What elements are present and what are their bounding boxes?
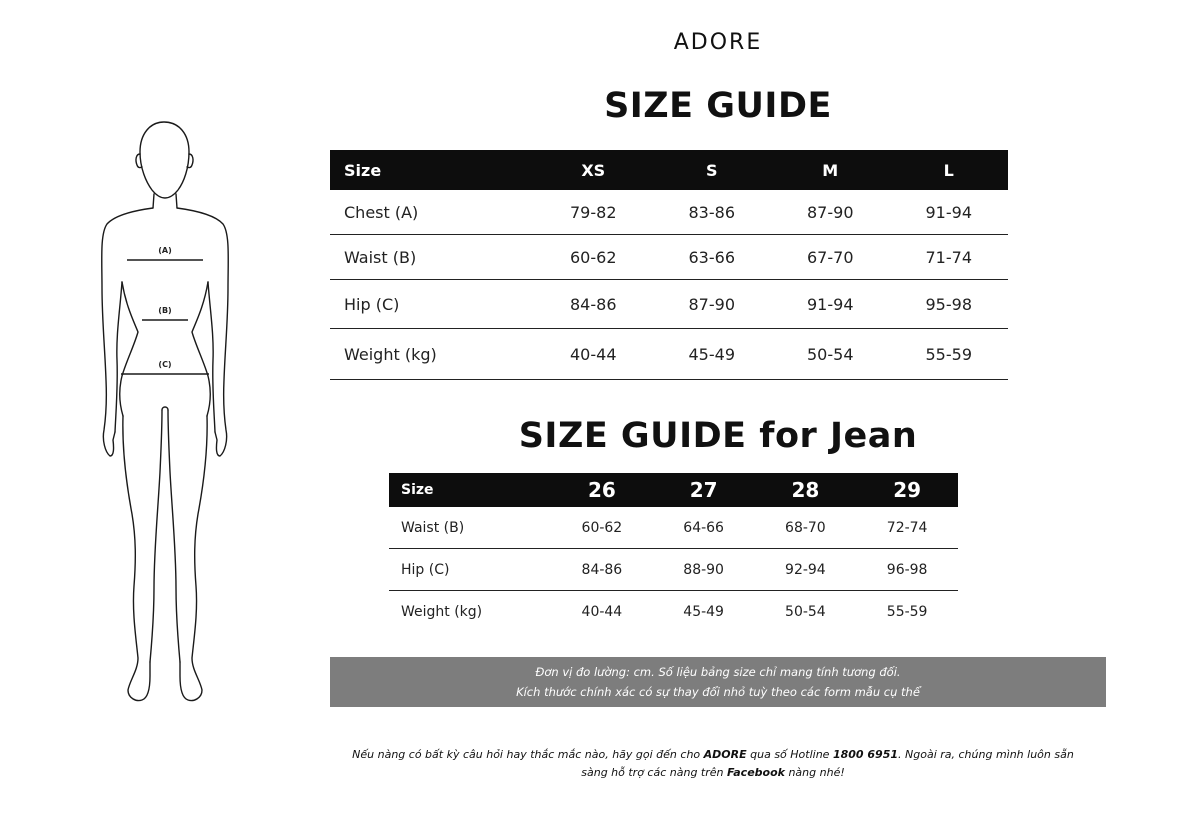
table-cell: 88-90 [653, 549, 755, 591]
size-guide-table [330, 150, 1008, 380]
row-label: Waist (B) [389, 507, 551, 549]
table-row [389, 507, 958, 549]
table-row [330, 190, 1008, 235]
contact-footer [340, 746, 1086, 782]
measurement-note-box [330, 657, 1106, 707]
row-label: Hip (C) [389, 549, 551, 591]
table-cell: 87-90 [771, 190, 890, 235]
column-header: Size [389, 473, 551, 507]
table-cell: 55-59 [886, 603, 928, 620]
column-header: 28 [755, 473, 857, 507]
table-cell: 91-94 [890, 190, 1009, 235]
table-cell: 72-74 [856, 507, 958, 549]
figure-label-b: (B) [158, 306, 172, 315]
table-cell: 45-49 [653, 329, 772, 380]
table-cell: 40-44 [581, 603, 623, 620]
row-label: Waist (B) [330, 235, 534, 280]
figure-label-a: (A) [158, 246, 172, 255]
brand-logo: ADORE [673, 30, 763, 55]
table-cell: 79-82 [534, 190, 653, 235]
table-row [330, 280, 1008, 329]
table-cell: 91-94 [771, 280, 890, 329]
footer-text-3: . Ngoài ra, chúng mình luôn sẵn sàng hỗ trợ các nàng trên [581, 748, 1074, 779]
table-cell: 84-86 [551, 549, 653, 591]
table-cell: 92-94 [755, 549, 857, 591]
table-row [389, 591, 958, 633]
female-silhouette-icon [90, 110, 250, 720]
table-cell: 84-86 [534, 280, 653, 329]
hotline-number[interactable]: 1800 6951 [832, 748, 899, 761]
table-row [330, 329, 1008, 380]
body-measurement-figure [90, 110, 250, 720]
jean-size-guide-title: SIZE GUIDE for Jean [518, 416, 918, 456]
table-cell: 40-44 [534, 329, 653, 380]
table-cell: 68-70 [755, 507, 857, 549]
column-header: L [890, 150, 1009, 190]
jean-size-guide-table [389, 473, 958, 632]
table-header-row [330, 150, 1008, 190]
table-cell: 50-54 [771, 329, 890, 380]
table-header-row [389, 473, 958, 507]
column-header: M [771, 150, 890, 190]
row-label: Weight (kg) [330, 329, 534, 380]
row-label: Hip (C) [330, 280, 534, 329]
table-cell: 71-74 [890, 235, 1009, 280]
column-header: 26 [551, 473, 653, 507]
column-header: 29 [856, 473, 958, 507]
table-cell: 67-70 [771, 235, 890, 280]
table-cell: 60-62 [551, 507, 653, 549]
column-header: S [653, 150, 772, 190]
figure-label-c: (C) [158, 360, 172, 369]
column-header: Size [330, 150, 534, 190]
table-cell: 87-90 [653, 280, 772, 329]
table-row [330, 235, 1008, 280]
table-cell: 83-86 [653, 190, 772, 235]
table-cell: 63-66 [653, 235, 772, 280]
footer-text-1: Nếu nàng có bất kỳ câu hỏi hay thắc mắc nào, hãy gọi đến cho [352, 748, 704, 761]
column-header: XS [534, 150, 653, 190]
facebook-link[interactable]: Facebook [727, 766, 785, 779]
note-line-1: Đơn vị đo lường: cm. Số liệu bảng size chỉ mang tính tương đối. [535, 665, 901, 679]
table-cell: 60-62 [534, 235, 653, 280]
note-line-2: Kích thước chính xác có sự thay đổi nhỏ tuỳ theo các form mẫu cụ thể [516, 685, 920, 699]
row-label: Weight (kg) [401, 603, 483, 620]
column-header: 27 [653, 473, 755, 507]
footer-text-4: nàng nhé! [784, 766, 845, 779]
footer-text-2: qua số Hotline [746, 748, 833, 761]
table-cell: 55-59 [890, 329, 1009, 380]
size-guide-title: SIZE GUIDE [604, 86, 832, 126]
table-cell: 45-49 [683, 603, 724, 620]
row-label: Chest (A) [330, 190, 534, 235]
table-cell: 96-98 [856, 549, 958, 591]
table-cell: 50-54 [785, 603, 826, 620]
table-row [389, 549, 958, 591]
table-cell: 64-66 [653, 507, 755, 549]
table-cell: 95-98 [890, 280, 1009, 329]
footer-brand: ADORE [703, 748, 747, 761]
